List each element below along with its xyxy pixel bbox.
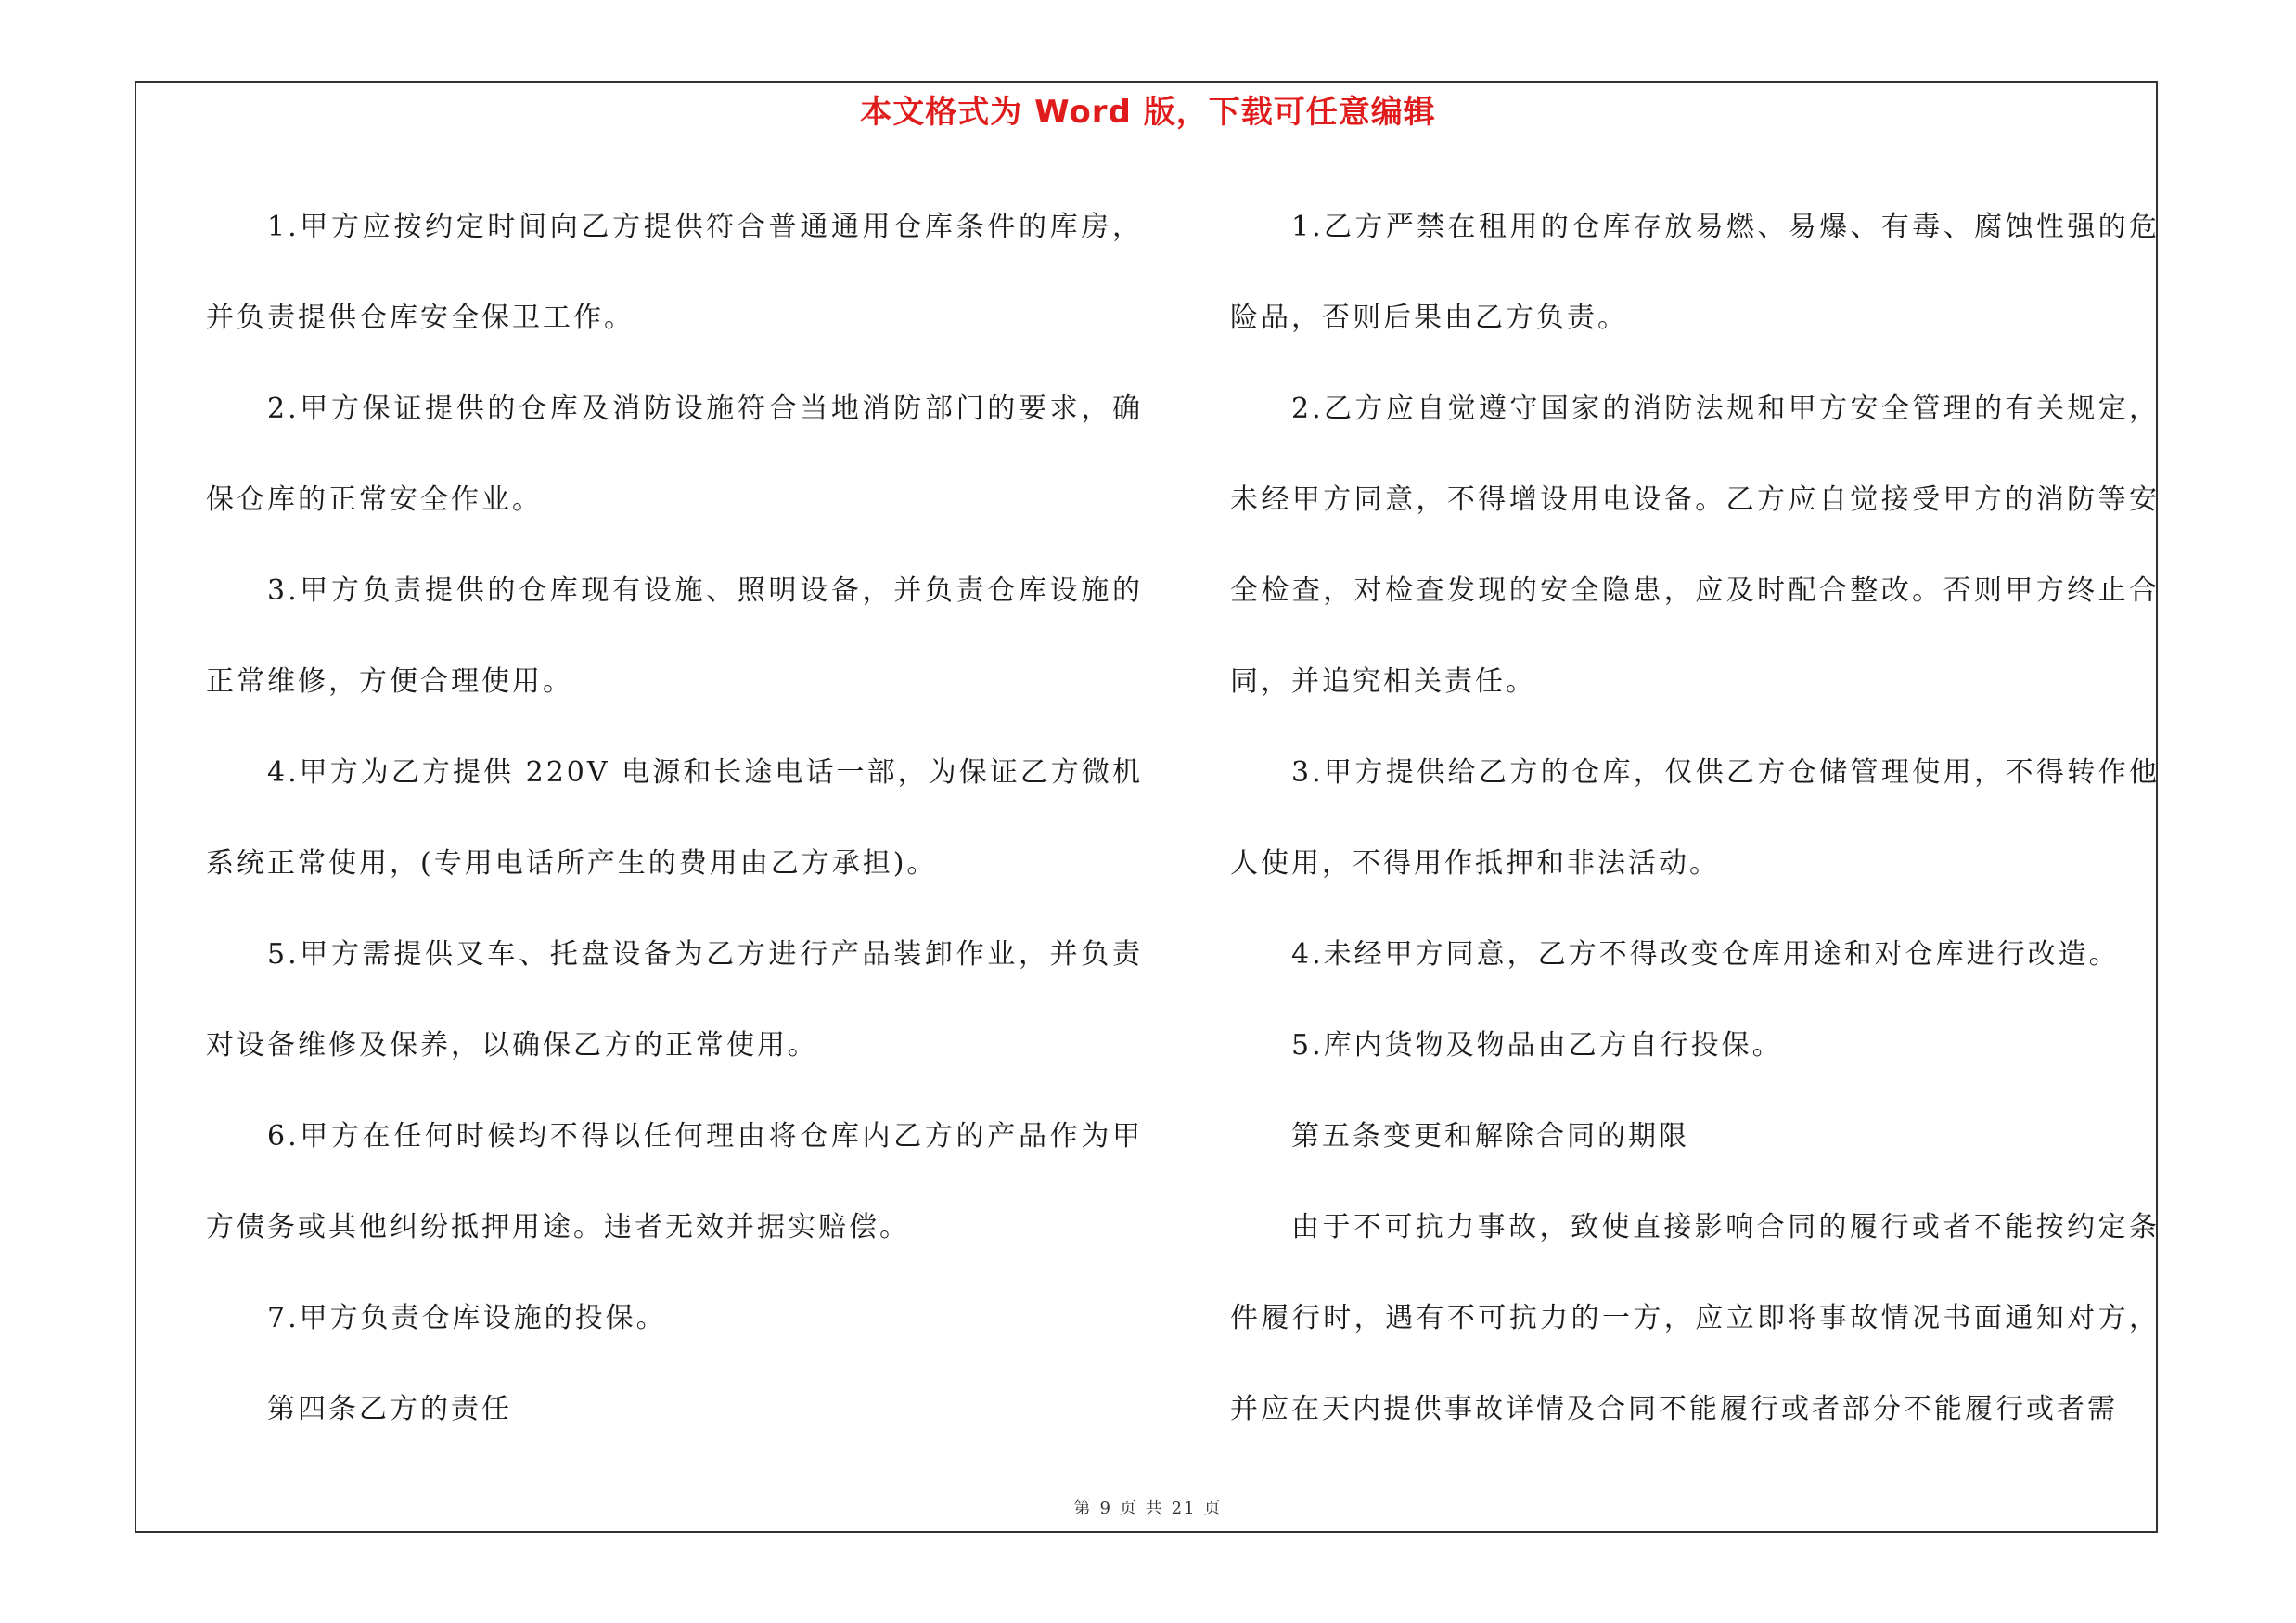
clause-paragraph: 3.甲方提供给乙方的仓库，仅供乙方仓储管理使用，不得转作他人使用，不得用作抵押和非法活动。: [1230, 756, 2160, 880]
clause-paragraph: 4.甲方为乙方提供 220V 电源和长途电话一部，为保证乙方微机系统正常使用，(专用电话所产生的费用由乙方承担)。: [206, 756, 1143, 880]
current-page-number: 9: [1099, 1499, 1112, 1518]
clause-paragraph: 3.甲方负责提供的仓库现有设施、照明设备，并负责仓库设施的正常维修，方便合理使用。: [206, 574, 1143, 698]
clause-paragraph: 2.甲方保证提供的仓库及消防设施符合当地消防部门的要求，确保仓库的正常安全作业。: [206, 393, 1143, 516]
footer-suffix: 页: [1203, 1499, 1223, 1518]
editable-notice-banner: 本文格式为 Word 版，下载可任意编辑: [860, 94, 1436, 131]
footer-prefix: 第: [1073, 1499, 1093, 1518]
clause-paragraph: 2.乙方应自觉遵守国家的消防法规和甲方安全管理的有关规定，未经甲方同意，不得增设用电设备。乙方应自觉接受甲方的消防等安全检查，对检查发现的安全隐患，应及时配合整改。否则甲方终止合同，并追究相关责任。: [1230, 393, 2160, 698]
page-number-footer: [0, 1495, 2296, 1519]
section-heading: 第五条变更和解除合同的期限: [1291, 1120, 1689, 1153]
clause-paragraph: 6.甲方在任何时候均不得以任何理由将仓库内乙方的产品作为甲方债务或其他纠纷抵押用途。违者无效并据实赔偿。: [206, 1120, 1143, 1243]
clause-paragraph: 1.乙方严禁在租用的仓库存放易燃、易爆、有毒、腐蚀性强的危险品，否则后果由乙方负责。: [1230, 211, 2160, 334]
right-column: [1230, 182, 2160, 1455]
footer-middle: 页 共: [1119, 1499, 1164, 1518]
clause-paragraph: 由于不可抗力事故，致使直接影响合同的履行或者不能按约定条件履行时，遇有不可抗力的一方，应立即将事故情况书面通知对方，并应在天内提供事故详情及合同不能履行或者部分不能履行或者需: [1230, 1211, 2160, 1425]
clause-paragraph: 5.库内货物及物品由乙方自行投保。: [1291, 1029, 1783, 1062]
clause-paragraph: 4.未经甲方同意，乙方不得改变仓库用途和对仓库进行改造。: [1291, 938, 2120, 971]
left-column: [206, 182, 1143, 1455]
clause-paragraph: 5.甲方需提供叉车、托盘设备为乙方进行产品装卸作业，并负责对设备维修及保养，以确保乙方的正常使用。: [206, 938, 1143, 1062]
total-page-count: 21: [1171, 1499, 1197, 1518]
clause-paragraph: 1.甲方应按约定时间向乙方提供符合普通通用仓库条件的库房，并负责提供仓库安全保卫工作。: [206, 211, 1143, 334]
clause-paragraph: 7.甲方负责仓库设施的投保。: [267, 1302, 667, 1334]
section-heading: 第四条乙方的责任: [267, 1393, 512, 1425]
